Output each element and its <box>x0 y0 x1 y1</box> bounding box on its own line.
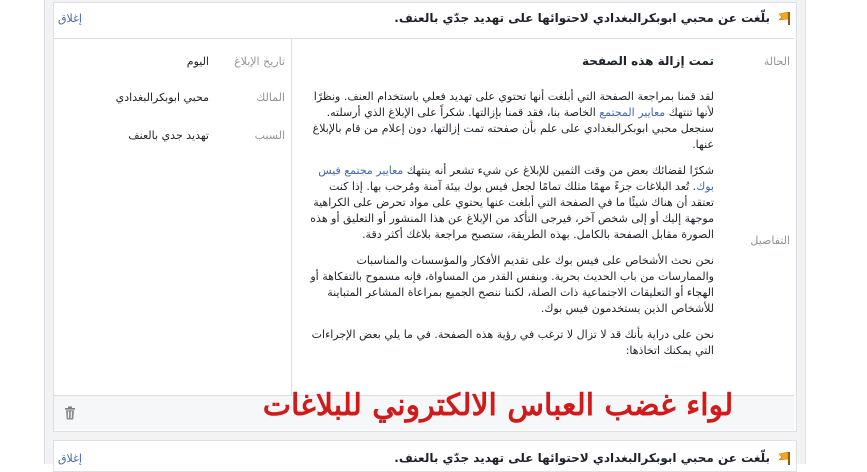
meta-column <box>54 39 291 395</box>
facebook-standards-link[interactable]: معايير مجتمع فيس بوك <box>318 164 714 193</box>
status-column <box>291 39 794 395</box>
details-p2-b: . تُعد البلاغات جزءً مهمًا مثلك تمامًا لجعل فيس بوك بيئة آمنة ومُرحب بها. إذا كنت تعتقد أن هناك شيئًا ما في الصفحة التي أبلغت عنها يحتوي على مواد تحرض على الكراهية موجهة إليك أو إلى شخص آخر، فيرجى التأكد من الإبلاغ عن هذا المنشور أو التعليق أو هذه الصورة مقابل الصفحة بالكامل. بهذه الطريقة، ستصبح مراجعة بلاغك أكثر دقة. <box>310 180 714 241</box>
details-text <box>306 89 714 369</box>
details-label: التفاصيل <box>750 234 790 247</box>
reason-label: السبب <box>254 129 285 142</box>
report-card <box>53 2 797 432</box>
details-paragraph-3: نحن نحث الأشخاص على فيس بوك على تقديم الأفكار والمؤسسات والمناسبات والممارسات من باب الحديث بحرية. وبنفس القدر من المساواة، فإنه مسموح بالتفكاهة أو الهجاء أو التعليقات الاجتماعية ذات الصلة، لكننا ننصح الجميع بمراعاة المشاعر المتباينة للأشخاص الذين يستخدمون فيس بوك. <box>310 254 714 315</box>
details-p1-a: لقد قمنا بمراجعة الصفحة التي أبلغت أنها تحتوي على تهديد فعلي باستخدام العنف. ونظرًا لأنها تنتهك <box>313 90 714 119</box>
status-value: تمت إزالة هذه الصفحة <box>581 54 714 68</box>
watermark-text: لواء غضب العباس الالكتروني للبلاغات <box>262 388 734 423</box>
trash-icon[interactable] <box>64 406 76 420</box>
details-p2-a: شكرًا لقضائك بعض من وقت الثمين للإبلاغ عن شيء تشعر أنه ينتهك <box>403 164 714 177</box>
report-card-2 <box>53 440 797 472</box>
report-title-2: بلّغت عن محبي ابوبكرالبغدادي لاحتوائها على تهديد جدّي بالعنف. <box>394 451 770 465</box>
owner-label: المالك <box>256 91 285 104</box>
report-title: بلّغت عن محبي ابوبكرالبغدادي لاحتوائها على تهديد جدّي بالعنف. <box>394 11 770 25</box>
owner-value: محبي ابوبكرالبغدادي <box>115 91 209 104</box>
close-link-2[interactable]: إغلاق <box>58 452 82 465</box>
flag-icon <box>778 451 792 465</box>
details-p1-b: الخاصة بنا، فقد قمنا بإزالتها. شكراً على الإبلاغ الذي أرسلته. سنجعل محبي ابوبكرالبغدادي على علم بأن صفحته تمت إزالتها، دون إعلام من قام بالإبلاغ عنها. <box>312 106 714 151</box>
report-header <box>54 3 796 37</box>
report-details-box <box>54 38 794 396</box>
details-paragraph-4: نحن على دراية بأنك قد لا تزال لا ترغب في رؤية هذه الصفحة. في ما يلي بعض الإجراءات التي يمكنك اتخاذها: <box>311 328 714 357</box>
flag-icon <box>778 11 792 25</box>
report-date-label: تاريخ الإبلاغ <box>234 55 285 68</box>
close-link[interactable]: إغلاق <box>58 12 82 25</box>
details-paragraph-2 <box>306 163 714 243</box>
reason-value: تهديد جدي بالعنف <box>128 129 209 142</box>
report-date-value: اليوم <box>186 55 209 68</box>
details-paragraph-1 <box>306 89 714 153</box>
community-standards-link[interactable]: معايير المجتمع <box>599 106 666 119</box>
status-label: الحالة <box>763 55 790 68</box>
